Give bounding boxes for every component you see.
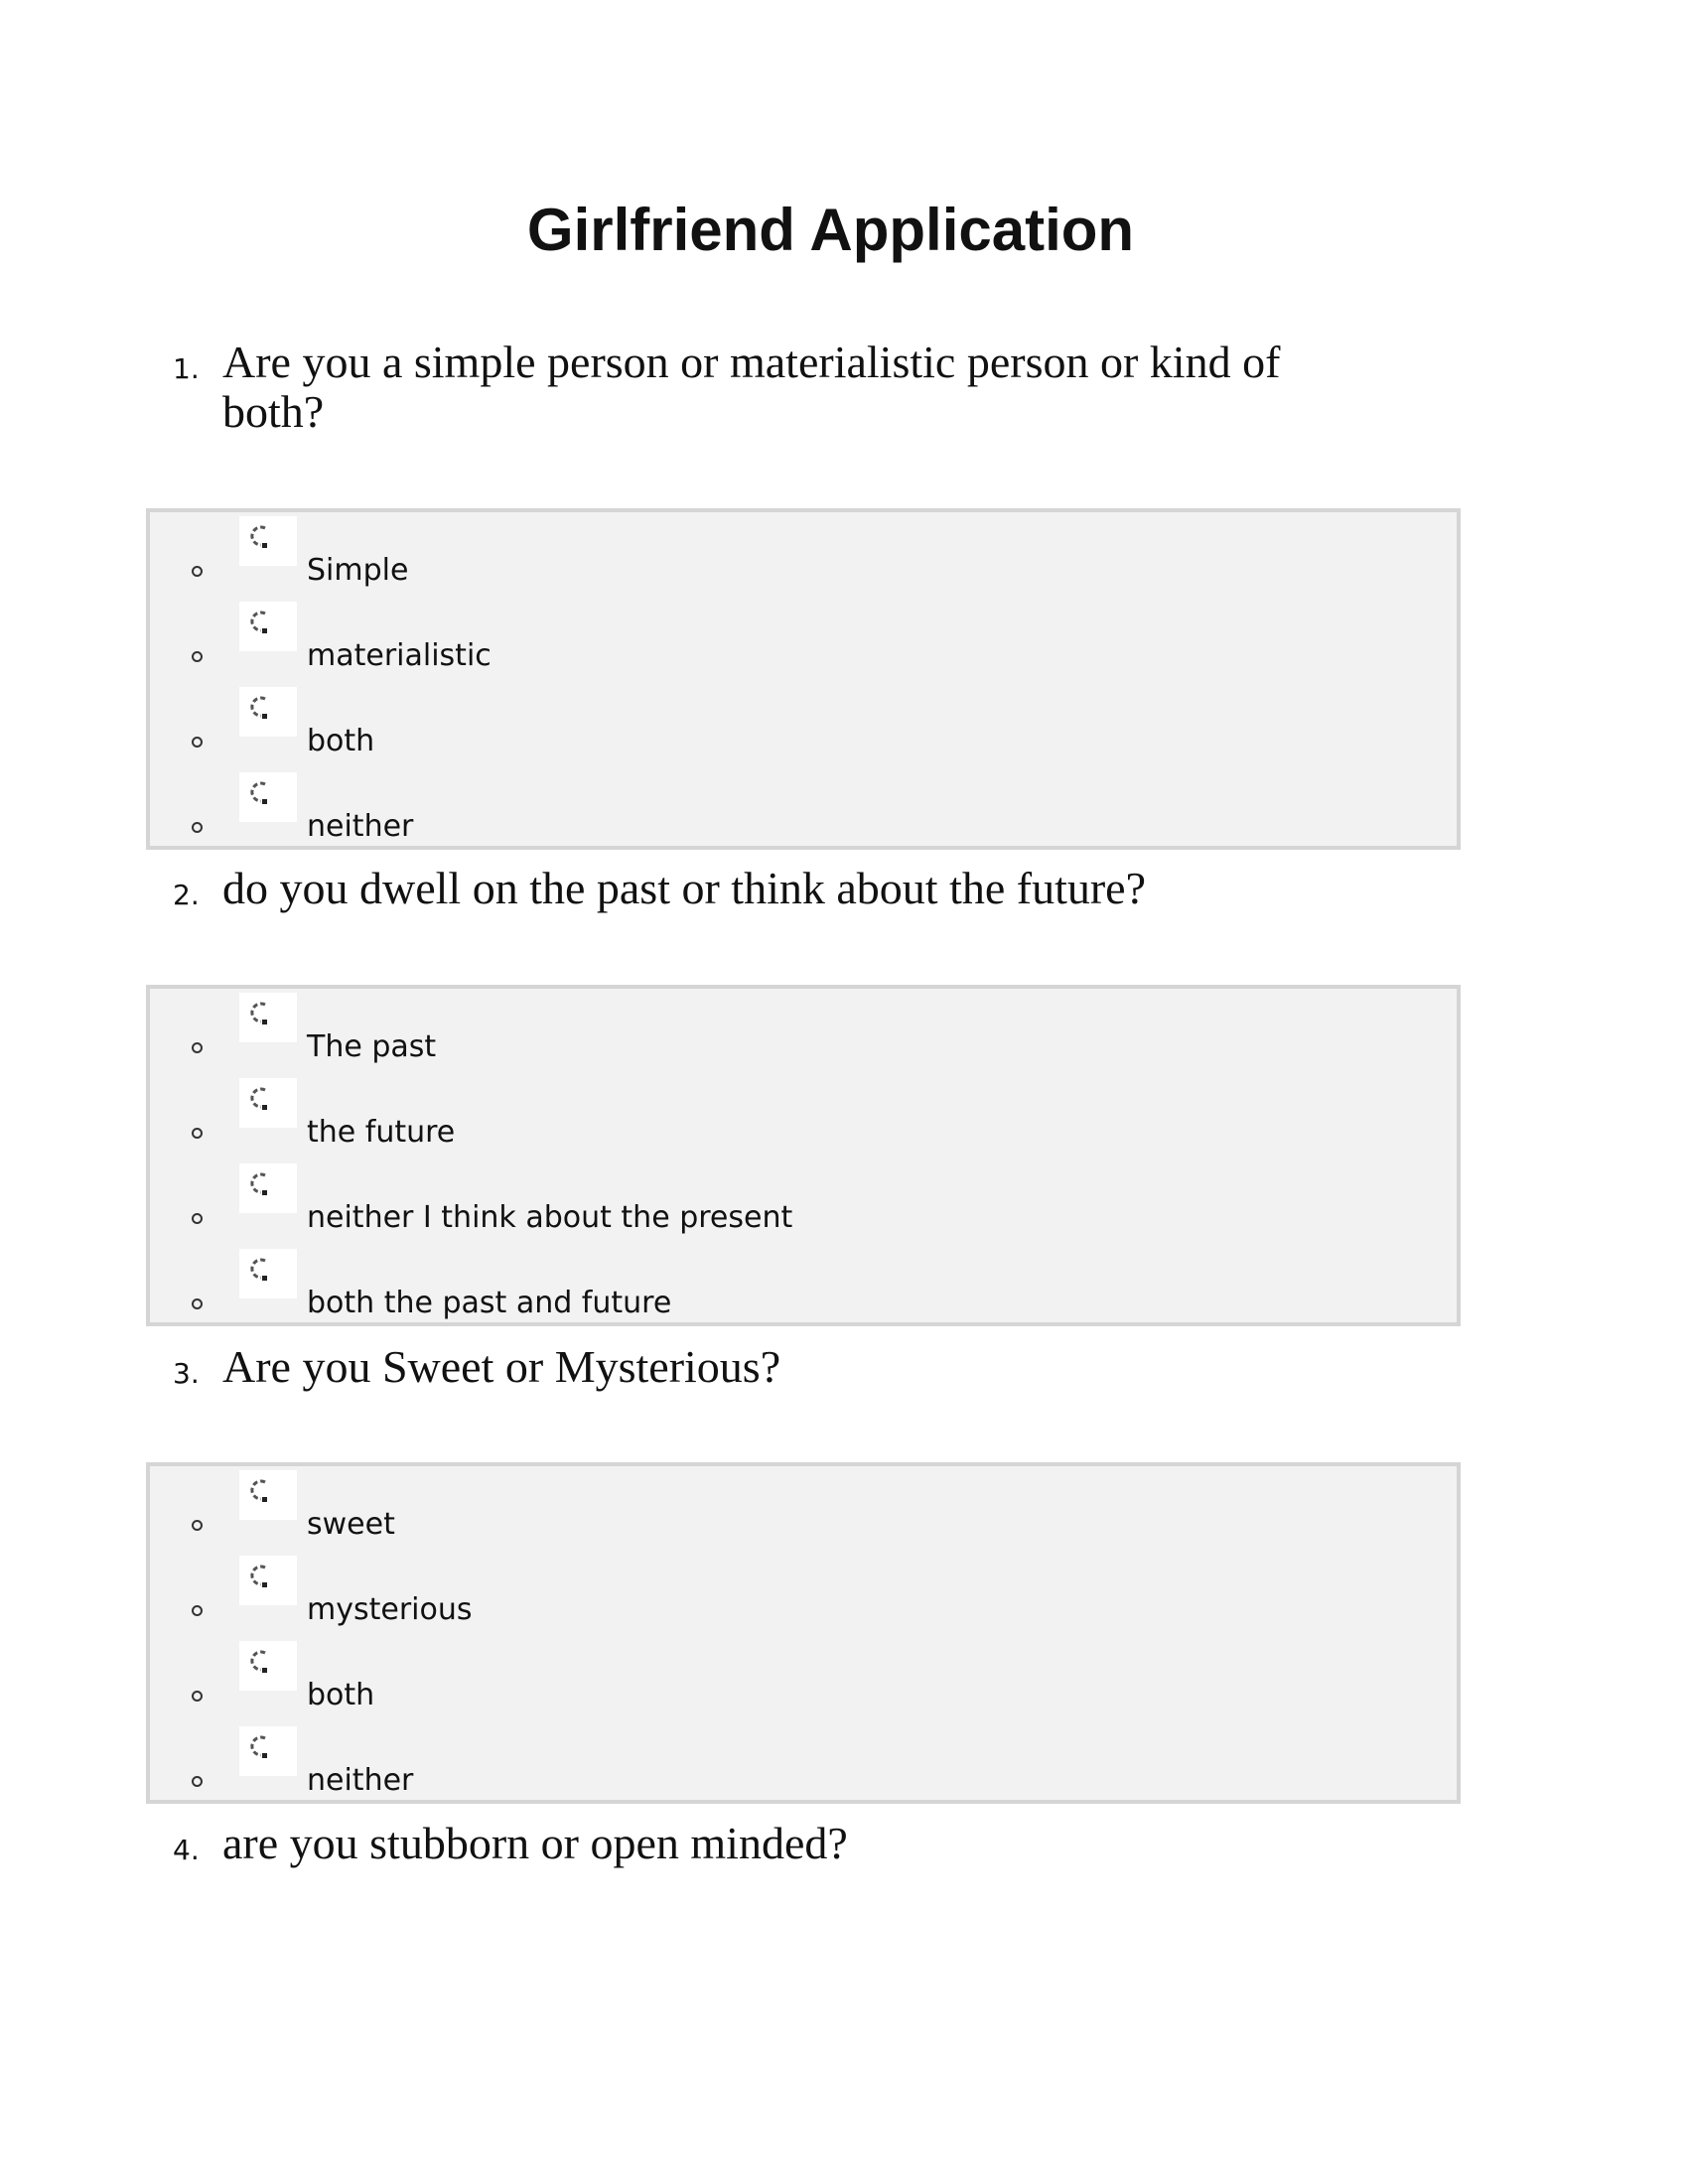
option-label: both <box>307 724 375 758</box>
radio-button-icon[interactable] <box>239 1078 297 1128</box>
option-materialistic[interactable] <box>150 598 1461 683</box>
question-4 <box>0 1819 1489 1878</box>
option-label: The past <box>307 1029 437 1064</box>
radio-button-icon[interactable] <box>239 772 297 822</box>
radio-button-icon[interactable] <box>239 1249 297 1298</box>
option-the-past[interactable] <box>150 989 1461 1074</box>
option-label: Simple <box>307 553 409 588</box>
circle-bullet-icon <box>192 1298 203 1309</box>
circle-bullet-icon <box>192 1520 203 1531</box>
page-title: Girlfriend Application <box>526 197 1135 263</box>
option-label: sweet <box>307 1507 395 1542</box>
circle-bullet-icon <box>192 1776 203 1787</box>
question-text: are you stubborn or open minded? <box>222 1818 848 1868</box>
circle-bullet-icon <box>192 737 203 748</box>
question-number: 2. <box>173 879 200 911</box>
option-both[interactable] <box>150 683 1461 768</box>
option-label: neither <box>307 809 414 844</box>
radio-button-icon[interactable] <box>239 1641 297 1691</box>
option-neither[interactable] <box>150 768 1461 854</box>
option-label: both the past and future <box>307 1286 672 1320</box>
circle-bullet-icon <box>192 1605 203 1616</box>
question-text: Are you a simple person or materialistic person or kind of both? <box>222 337 1281 437</box>
option-sweet[interactable] <box>150 1466 1461 1552</box>
question-number: 4. <box>173 1834 200 1866</box>
option-both-past-future[interactable] <box>150 1245 1461 1330</box>
question-3 <box>0 1342 1489 1402</box>
option-label: materialistic <box>307 638 492 673</box>
radio-button-icon[interactable] <box>239 602 297 651</box>
options-group-3 <box>146 1462 1461 1804</box>
radio-button-icon[interactable] <box>239 1470 297 1520</box>
radio-button-icon[interactable] <box>239 516 297 566</box>
radio-button-icon[interactable] <box>239 1163 297 1213</box>
option-label: both <box>307 1678 375 1712</box>
option-the-future[interactable] <box>150 1074 1461 1160</box>
options-group-2 <box>146 985 1461 1326</box>
option-label: the future <box>307 1115 456 1150</box>
circle-bullet-icon <box>192 566 203 577</box>
radio-button-icon[interactable] <box>239 993 297 1042</box>
option-label: mysterious <box>307 1592 473 1627</box>
circle-bullet-icon <box>192 1213 203 1224</box>
option-label: neither I think about the present <box>307 1200 793 1235</box>
question-number: 1. <box>173 352 200 385</box>
circle-bullet-icon <box>192 1128 203 1139</box>
question-text: do you dwell on the past or think about the future? <box>222 863 1147 913</box>
question-1 <box>0 338 1489 447</box>
question-2 <box>0 864 1489 923</box>
option-mysterious[interactable] <box>150 1552 1461 1637</box>
option-neither[interactable] <box>150 1722 1461 1808</box>
option-simple[interactable] <box>150 512 1461 598</box>
question-number: 3. <box>173 1357 200 1390</box>
radio-button-icon[interactable] <box>239 687 297 737</box>
circle-bullet-icon <box>192 651 203 662</box>
question-text: Are you Sweet or Mysterious? <box>222 1341 781 1392</box>
radio-button-icon[interactable] <box>239 1726 297 1776</box>
circle-bullet-icon <box>192 1042 203 1053</box>
option-both[interactable] <box>150 1637 1461 1722</box>
circle-bullet-icon <box>192 1691 203 1702</box>
option-neither-present[interactable] <box>150 1160 1461 1245</box>
radio-button-icon[interactable] <box>239 1556 297 1605</box>
options-group-1 <box>146 508 1461 850</box>
option-label: neither <box>307 1763 414 1798</box>
circle-bullet-icon <box>192 822 203 833</box>
